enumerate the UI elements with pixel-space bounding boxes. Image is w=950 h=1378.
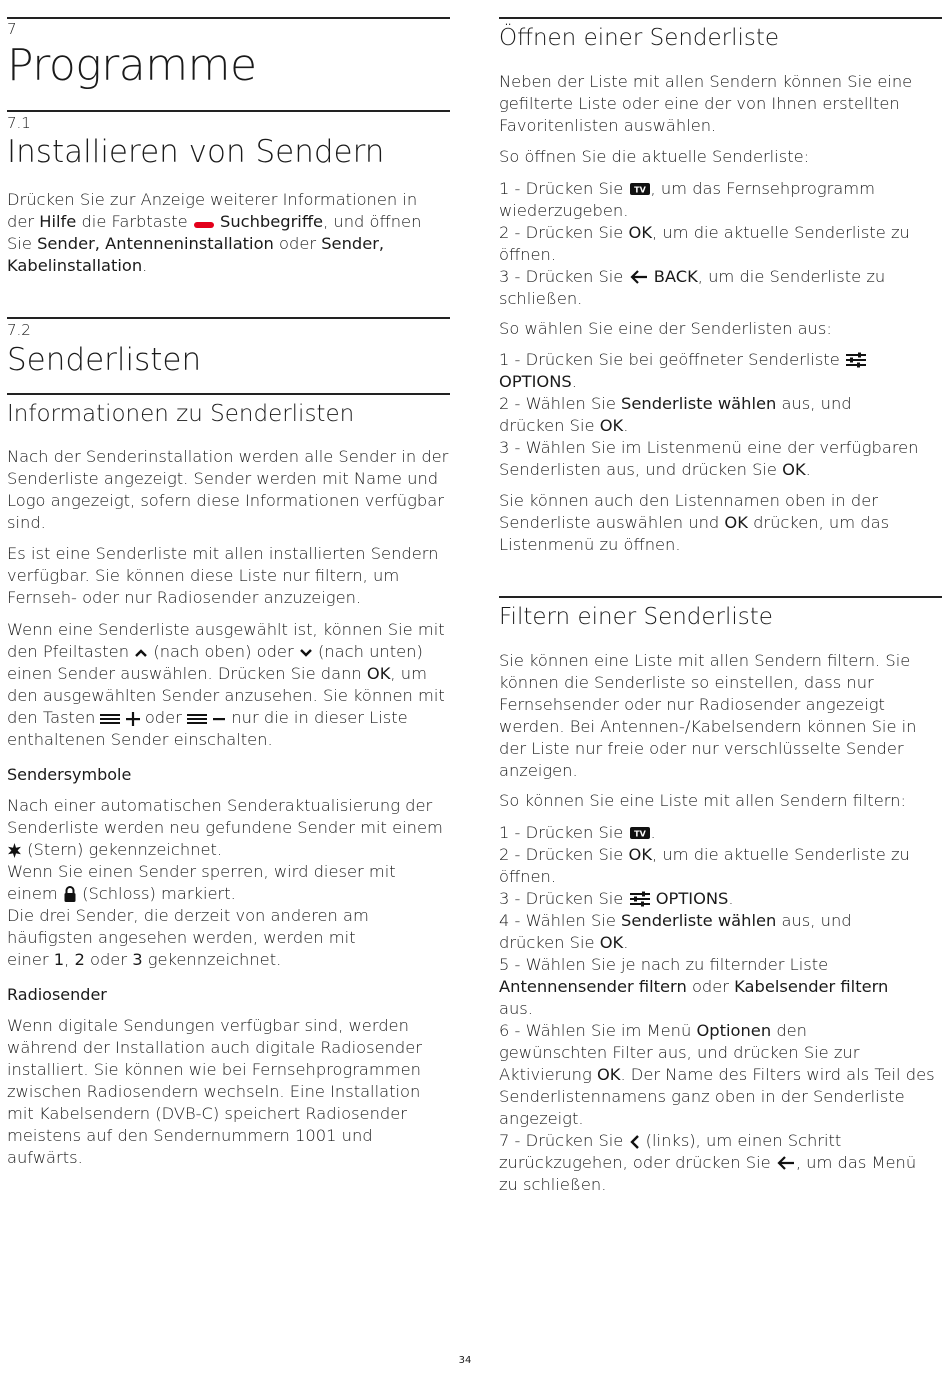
chapter-title: Programme [7,40,257,91]
minus-icon [212,712,226,726]
chevron-left-icon [629,1135,641,1149]
subsection-title: Öffnen einer Senderliste [499,25,780,51]
subsection-title: Informationen zu Senderlisten [7,401,355,427]
filter-paragraph-1: Sie können eine Liste mit allen Sendern filtern. Sie können die Senderliste so einstellen, dass nur Fernsehsender oder nur Radiosender angezeigt werden. Bei Antennen-/Kabelsendern können Sie in der Liste nur freie oder nur verschlüsselte Sender anzeigen. [499,651,917,780]
options-icon [629,891,651,907]
info-paragraph-2: Es ist eine Senderliste mit allen installierten Sendern verfügbar. Sie können diese Liste nur filtern, um Fernseh- oder nur Radiosender anzuzeigen. [7,544,439,607]
divider [7,393,450,395]
lock-icon [63,886,77,902]
info-paragraph-1: Nach der Senderinstallation werden alle Sender in der Senderliste angezeigt. Sender werden mit Name und Logo angezeigt, sofern diese Informationen verfügbar sind. [7,447,449,532]
symbols-paragraph: Nach einer automatischen Senderaktualisierung der Senderliste werden neu gefundene Sender mit einem (Stern) gekennzeichnet. Wenn Sie einen Sender sperren, wird dieser mit einem (Schloss) markiert. Die drei Sender, die derzeit von anderen am häufigsten angesehen werden, werden mit einer 1, 2 oder 3 gekennzeichnet. [7,796,443,969]
section-title: Installieren von Sendern [7,134,385,170]
options-icon [845,352,867,368]
tv-icon [629,825,651,841]
page-number: 34 [458,1355,472,1366]
divider [499,596,942,598]
open-paragraph-2: So öffnen Sie die aktuelle Senderliste: [499,147,810,166]
section-number: 7.1 [7,114,31,132]
select-list-steps: 1 - Drücken Sie bei geöffneter Senderliste OPTIONS. 2 - Wählen Sie Senderliste wählen aus, und drücken Sie OK. 3 - Wählen Sie im Listenmenü eine der verfügbaren Senderlisten aus, und drücken Sie OK. [499,350,919,479]
open-paragraph-1: Neben der Liste mit allen Sendern können Sie eine gefilterte Liste oder eine der von Ihnen erstellten Favoritenlisten auswählen. [499,72,913,135]
open-paragraph-3: So wählen Sie eine der Senderlisten aus: [499,319,832,338]
red-key-icon [193,218,215,230]
list-icon [187,712,207,726]
radio-paragraph: Wenn digitale Sendungen verfügbar sind, werden während der Installation auch digitale Radiosender installiert. Sie können wie bei Fernsehprogrammen zwischen Radiosendern wechseln. Eine Installation mit Kabelsendern (DVB-C) speichert Radiosender meistens auf den Sendernummern 1001 und aufwärts. [7,1016,422,1167]
back-arrow-icon [629,269,649,285]
filter-paragraph-2: So können Sie eine Liste mit allen Sendern filtern: [499,791,906,810]
install-paragraph: Drücken Sie zur Anzeige weiterer Informationen in der Hilfe die Farbtaste Suchbegriffe, und öffnen Sie Sender, Antenneninstallation oder Sender, Kabelinstallation. [7,190,422,275]
section-number: 7.2 [7,321,31,339]
help-link[interactable]: Hilfe [39,212,77,231]
chevron-up-icon [134,646,148,660]
subsection-title: Filtern einer Senderliste [499,604,773,630]
divider [499,17,942,19]
svg-text:TV: TV [633,829,646,839]
filter-steps: 1 - Drücken Sie TV . 2 - Drücken Sie OK, um die aktuelle Senderliste zu öffnen. 3 - Drücken Sie OPTIONS. 4 - Wählen Sie Senderliste wählen aus, und drücken Sie OK. 5 - Wählen Sie je nach zu filternder Liste Antennensender filtern oder Kabelsender filtern aus. 6 - Wählen Sie im Menü Optionen den gewünschten Filter aus, und drücken Sie zur Aktivierung OK. Der Name des Filters wird als Teil des Senderlistennamens ganz oben in der Senderliste angezeigt. 7 - Drücken Sie (links), um einen Schritt zurückzugehen, oder drücken Sie , um das Menü zu schließen. [499,823,935,1194]
list-icon [100,712,120,726]
subheading-sendersymbole: Sendersymbole [7,765,132,784]
section-title: Senderlisten [7,342,202,378]
tv-icon [629,181,651,197]
plus-icon [126,712,140,726]
divider [7,110,450,112]
open-steps: 1 - Drücken Sie TV , um das Fernsehprogramm wiederzugeben. 2 - Drücken Sie OK, um die aktuelle Senderliste zu öffnen. 3 - Drücken Sie BACK, um die Senderliste zu schließen. [499,179,910,308]
info-paragraph-3: Wenn eine Senderliste ausgewählt ist, können Sie mit den Pfeiltasten (nach oben) oder (nach unten) einen Sender auswählen. Drücken Sie dann OK, um den ausgewählten Sender anzusehen. Sie können mit den Tasten oder nur die in dieser Liste enthaltenen Sender einschalten. [7,620,445,749]
chevron-down-icon [299,646,313,660]
svg-text:TV: TV [633,185,646,195]
subheading-radiosender: Radiosender [7,985,107,1004]
divider [7,17,450,19]
back-arrow-icon [776,1155,796,1171]
star-icon [7,843,22,858]
section-number: 7 [7,20,17,38]
divider [7,317,450,319]
open-paragraph-4: Sie können auch den Listennamen oben in der Senderliste auswählen und OK drücken, um das Listenmenü zu öffnen. [499,491,890,554]
